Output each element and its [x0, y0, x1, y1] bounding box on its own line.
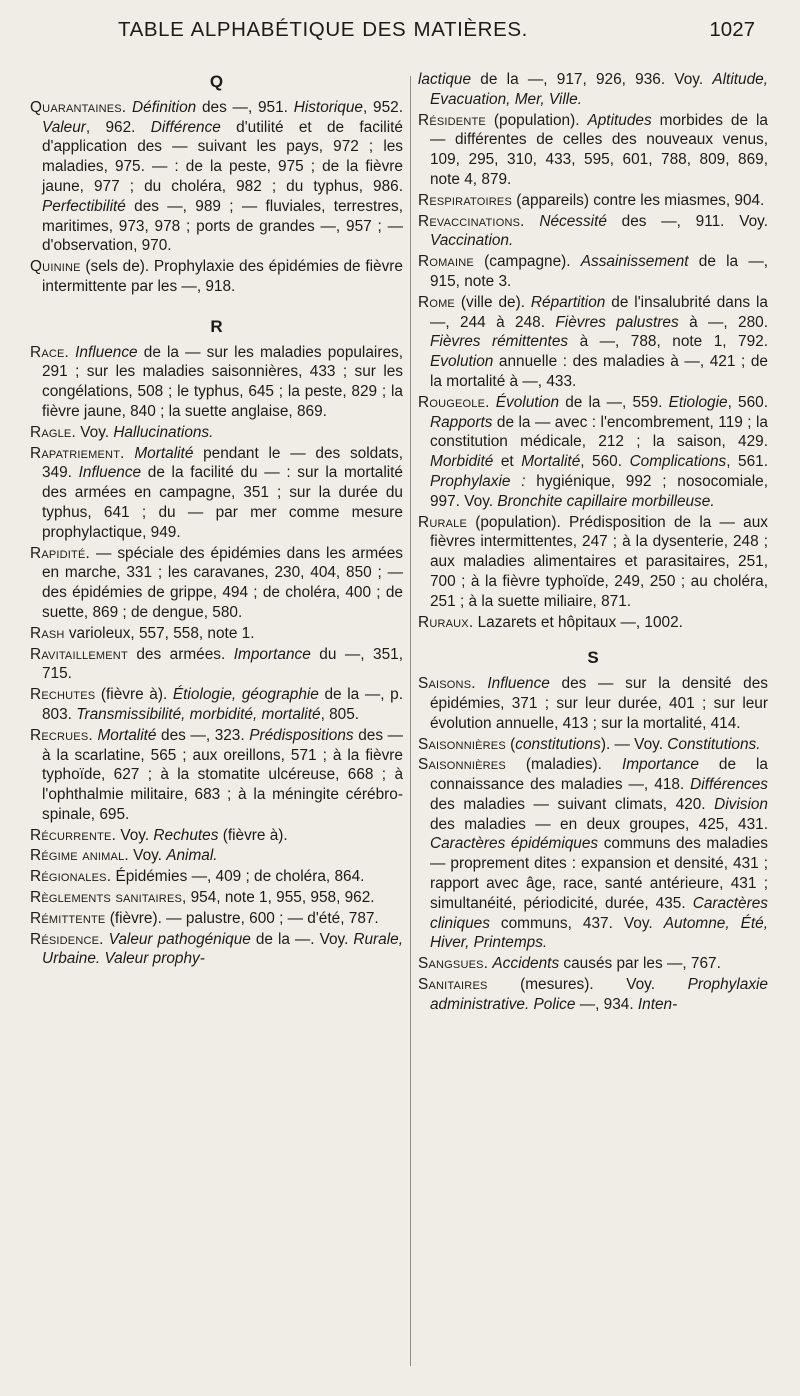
entry-headword: Sanitaires — [418, 976, 488, 994]
entry-italic-text: Influence — [75, 343, 138, 361]
entry-headword: Résidente — [418, 111, 486, 129]
index-entry: Rechutes (fièvre à). Étiologie, géographie de la —, p. 803. Transmissibilité, morbidité, mortalité, 805. — [30, 686, 403, 723]
entry-headword: Résidence. — [30, 930, 104, 948]
q-entry-list — [30, 98, 403, 297]
entry-italic-text: Prédispositions — [249, 726, 354, 744]
entry-italic-text: constitutions — [515, 735, 601, 753]
entry-italic-text: Rechutes — [153, 826, 219, 844]
entry-headword: Règlements sanitaires — [30, 889, 183, 907]
entry-headword: Saisonnières — [418, 735, 506, 753]
entry-italic-text: Importance — [621, 756, 699, 774]
right-column — [418, 70, 768, 1016]
running-head — [0, 18, 800, 48]
continued-entry: lactique de la —, 917, 926, 936. Voy. Altitude, Evacuation, Mer, Ville. — [418, 71, 768, 108]
entry-headword: Rechutes — [30, 686, 96, 704]
page-title: TABLE ALPHABÉTIQUE DES MATIÈRES. — [118, 18, 528, 41]
entry-headword: Rémittente — [30, 909, 106, 927]
entry-italic-text: Perfectibilité — [42, 197, 126, 215]
entry-italic-text: Assainissement — [580, 253, 689, 271]
entry-italic-text: Influence — [487, 675, 550, 693]
entry-headword: Quinine — [30, 258, 81, 276]
entry-italic-text: Evolution — [430, 353, 494, 371]
entry-italic-text: Transmissibilité, morbidité, mortalité — [76, 705, 321, 723]
entry-italic-text: Etiologie — [668, 393, 728, 411]
section-letter-r: R — [210, 316, 223, 336]
entry-italic-text: Historique — [293, 98, 363, 116]
index-entry: Rash varioleux, 557, 558, note 1. — [30, 624, 255, 642]
index-entry: Quarantaines. Définition des —, 951. Historique, 952. Valeur, 962. Différence d'utilité et de facilité d'application des — suivant les pays, 972 ; les maladies, 975. — : de la peste, 975 ; de la fièvre jaune, 977 ; du choléra, 982 ; du typhus, 986. Perfectibilité des —, 989 ; — fluviales, terrestres, maritimes, 973, 978 ; ports de grandes —, 957 ; — d'observation, 970. — [30, 98, 403, 255]
entry-headword: Rome — [418, 293, 455, 311]
entry-headword: Ragle. — [30, 423, 76, 441]
entry-italic-text: Importance — [233, 645, 311, 663]
entry-italic-text: Différences — [690, 776, 768, 794]
r-entry-list — [30, 343, 403, 970]
entry-italic-text: Fièvres palustres — [555, 313, 679, 331]
entry-headword: Saisonnières — [418, 756, 506, 774]
index-entry: Race. Influence de la — sur les maladies populaires, 291 ; sur les maladies saisonnières, 433 ; sur les congélations, 508 ; le typhus, 645 ; la peste, 829 ; la fièvre jaune, 840 ; la suette anglaise, 869. — [30, 343, 403, 420]
index-entry: Sanitaires (mesures). Voy. Prophylaxie administrative. Police —, 934. Inten- — [418, 976, 768, 1013]
section-letter-s: S — [587, 648, 599, 668]
entry-italic-text: Répartition — [530, 293, 606, 311]
entry-italic-text: Mortalité — [134, 444, 194, 462]
entry-headword: Régime animal. — [30, 847, 129, 865]
entry-italic-text: Étiologie, géographie — [172, 686, 319, 704]
entry-headword: Race. — [30, 343, 70, 361]
entry-italic-text: Vaccination. — [430, 232, 514, 250]
entry-italic-text: Bronchite capillaire morbilleuse. — [497, 492, 715, 510]
entry-headword: Saisons. — [418, 675, 476, 693]
entry-headword: Recrues. — [30, 726, 93, 744]
entry-italic-text: Prophylaxie administrative. Police — [430, 976, 768, 1013]
entry-italic-text: Mortalité — [97, 726, 157, 744]
entry-italic-text: Prophylaxie : — [430, 472, 526, 490]
entry-headword: Sangsues. — [418, 955, 489, 973]
entry-italic-text: Aptitudes — [587, 111, 652, 129]
index-entry: Sangsues. Accidents causés par les —, 767. — [418, 955, 721, 973]
r-entry-list-continued — [418, 111, 768, 633]
entry-italic-text: Morbidité — [430, 453, 494, 471]
entry-headword: Rapidité. — [30, 544, 90, 562]
entry-italic-text: Rurale, Urbaine. Valeur prophy- — [42, 930, 403, 968]
entry-italic-text: Rapports — [430, 413, 493, 431]
index-entry: Ragle. Voy. Hallucinations. — [30, 423, 214, 441]
entry-italic-text: Caractères cliniques — [430, 894, 768, 932]
index-entry: Rome (ville de). Répartition de l'insalubrité dans la —, 244 à 248. Fièvres palustres à —, 280. Fièvres rémittentes à —, 788, note 1, 792. Evolution annuelle : des maladies à —, 421 ; de la mortalité à —, 433. — [418, 293, 769, 390]
entry-headword: Quarantaines. — [30, 98, 127, 116]
entry-italic-text: Constitutions. — [667, 735, 761, 753]
section-letter-q: Q — [209, 72, 224, 91]
entry-headword: Régionales. — [30, 868, 112, 886]
entry-italic-text: Caractères épidémiques — [430, 835, 599, 853]
entry-headword: Rapatriement. — [30, 444, 125, 462]
entry-headword: Récurrente. — [30, 826, 117, 844]
entry-italic-text: Valeur — [42, 118, 86, 136]
index-entry: Régime animal. Voy. Animal. — [30, 847, 218, 865]
left-column — [30, 68, 403, 970]
index-entry: Saisonnières (constitutions). — Voy. Constitutions. — [418, 735, 761, 753]
entry-italic-text: Mortalité — [521, 453, 581, 471]
index-entry: Ravitaillement des armées. Importance du —, 351, 715. — [30, 645, 403, 683]
index-entry: Règlements sanitaires, 954, note 1, 955, 958, 962. — [30, 889, 375, 907]
column-divider — [410, 76, 411, 1366]
index-entry: Revaccinations. Nécessité des —, 911. Voy. Vaccination. — [418, 212, 769, 250]
index-entry: Résidence. Valeur pathogénique de la —. Voy. Rurale, Urbaine. Valeur prophy- — [30, 930, 403, 968]
index-entry: Récurrente. Voy. Rechutes (fièvre à). — [30, 826, 288, 844]
index-entry: Saisons. Influence des — sur la densité des épidémies, 371 ; sur leur durée, 401 ; sur leur évolution annuelle, 413 ; sur la mortalité, 414. — [418, 675, 768, 732]
index-entry: Recrues. Mortalité des —, 323. Prédispositions des — à la scarlatine, 565 ; aux oreillons, 571 ; à la fièvre typhoïde, 627 ; à la stomatite ulcéreuse, 668 ; à l'ophthalmie militaire, 683 ; à la méningite cérébro-spinale, 695. — [30, 726, 403, 823]
entry-headword: Ravitaillement — [30, 645, 128, 663]
entry-italic-text: Inten- — [637, 995, 678, 1013]
entry-italic-text: Définition — [132, 98, 197, 116]
entry-headword: Ruraux. — [418, 613, 474, 631]
entry-italic-text: Fièvres rémittentes — [430, 333, 569, 351]
entry-headword: Rougeole. — [418, 393, 490, 411]
index-entry: Romaine (campagne). Assainissement de la —, 915, note 3. — [418, 253, 769, 290]
entry-italic-text: Accidents — [492, 955, 560, 973]
index-entry: Saisonnières (maladies). Importance de la connaissance des maladies —, 418. Différences des maladies — suivant climats, 420. Division des maladies — en deux groupes, 425, 431. Caractères épidémiques communs des maladies — proprement dites : expansion et densité, 431 ; rapport avec âge, race, santé antérieure, 431 ; simultanéité, périodicité, durée, 435. Caractères cliniques communs, 437. Voy. Automne, Été, Hiver, Printemps. — [418, 756, 768, 952]
index-entry: Respiratoires (appareils) contre les miasmes, 904. — [418, 191, 765, 209]
entry-headword: Rurale — [418, 513, 467, 531]
entry-headword: Respiratoires — [418, 191, 512, 209]
index-entry: Rapatriement. Mortalité pendant le — des soldats, 349. Influence de la facilité du — : sur la mortalité des armées en campagne, 351 ; sur la durée du typhus, 641 ; du — par mer comme mesure prophylactique, 949. — [30, 444, 403, 541]
entry-headword: Romaine — [418, 253, 474, 271]
entry-italic-text: Influence — [78, 464, 142, 482]
entry-headword: Rash — [30, 624, 65, 642]
index-entry: Résidente (population). Aptitudes morbides de la — différentes de celles des nouveaux venus, 109, 295, 310, 433, 595, 601, 788, 809, 869, note 4, 879. — [418, 111, 768, 188]
entry-italic-text: lactique — [418, 71, 472, 88]
index-entry: Rapidité. — spéciale des épidémies dans les armées en marche, 331 ; les caravanes, 230, 404, 850 ; — des épidémies de grippe, 494 ; de choléra, 400 ; de suette, 869 ; de dengue, 580. — [30, 544, 403, 621]
entry-italic-text: Altitude, Evacuation, Mer, Ville. — [430, 71, 768, 108]
entry-italic-text: Automne, Été, Hiver, Printemps. — [430, 914, 768, 952]
index-entry: Quinine (sels de). Prophylaxie des épidémies de fièvre intermittente par les —, 918. — [30, 258, 403, 295]
page-number: 1027 — [709, 18, 755, 41]
entry-italic-text: Évolution — [495, 393, 560, 411]
entry-headword: Revaccinations. — [418, 212, 525, 230]
entry-italic-text: Hallucinations. — [113, 423, 214, 441]
index-entry: Rougeole. Évolution de la —, 559. Etiologie, 560. Rapports de la — avec : l'encombrement, 119 ; la constitution médicale, 212 ; la saison, 429. Morbidité et Mortalité, 560. Complications, 561. Prophylaxie : hygiénique, 992 ; nosocomiale, 997. Voy. Bronchite capillaire morbilleuse. — [418, 393, 769, 510]
index-entry: Rémittente (fièvre). — palustre, 600 ; — d'été, 787. — [30, 909, 379, 927]
index-entry: Ruraux. Lazarets et hôpitaux —, 1002. — [418, 613, 683, 631]
entry-italic-text: Animal. — [166, 847, 218, 865]
index-entry: Rurale (population). Prédisposition de la — aux fièvres intermittentes, 247 ; à la dysenterie, 248 ; aux maladies alimentaires et parasitaires, 251, 700 ; à la fièvre typhoïde, 249, 250 ; au choléra, 251 ; à la suette miliaire, 871. — [418, 513, 768, 610]
index-entry: Régionales. Épidémies —, 409 ; de choléra, 864. — [30, 868, 365, 886]
entry-italic-text: Nécessité — [539, 212, 607, 230]
entry-italic-text: Complications — [629, 453, 727, 471]
entry-italic-text: Différence — [150, 118, 221, 136]
entry-italic-text: Division — [714, 795, 768, 813]
entry-italic-text: Valeur pathogénique — [108, 930, 251, 948]
s-entry-list — [418, 674, 768, 1015]
